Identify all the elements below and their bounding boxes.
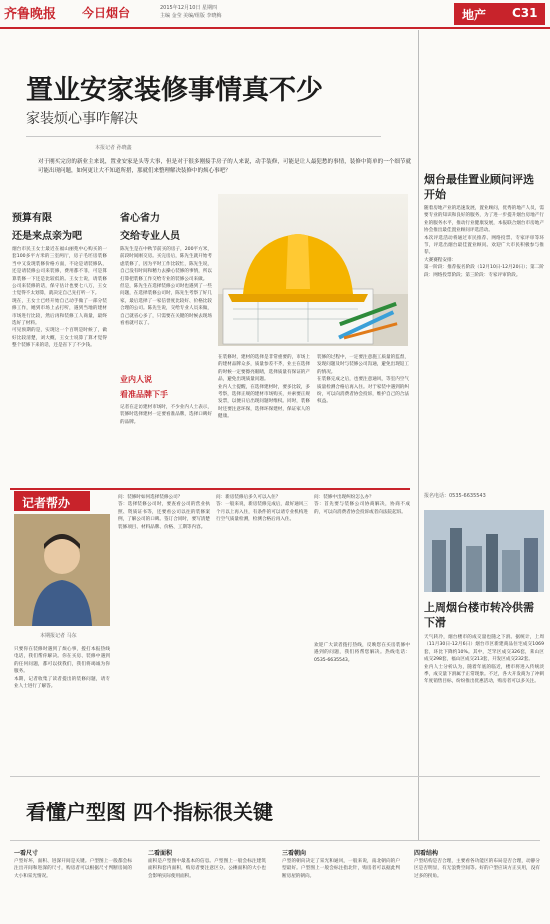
date-line: 2015年12月10日 星期四	[160, 5, 218, 11]
bottom-col4-body: 户型结构是否合理，主要看各功能区的布局是否合理，动静分区是否明显，有无浪费空间等。好的户型应该方正实用，没有过多的拐角。	[414, 859, 540, 879]
ad-top-rule	[10, 488, 410, 490]
bottom-col3-heading: 三看朝向	[282, 850, 307, 857]
bottom-title-rule	[10, 840, 540, 841]
section-name: 地产	[462, 8, 487, 22]
col2-subheading: 交给专业人员	[120, 231, 180, 242]
bottom-col4-heading: 四看结构	[414, 850, 439, 857]
col3-body: 在装修时，建材的选择是非常重要的，市场上的建材品牌众多，质量参差不齐，业主在选择的时候一定要擦亮眼睛，选择质量有保证的产品，避免出现质量问题。 业内人士提醒，在选择建材时，要多比较，多考察，选择正规的建材市场购买，并索要正规发票，以便日后出现问题时维权。同时，装修时还要注意环保，选择环保建材，保证家人的健康。	[218, 355, 310, 420]
bottom-col2-body: 面积是户型图中最基本的信息。户型图上一般会标注建筑面积和套内面积，购房者要注意区分。公摊面积的大小也会影响实际使用面积。	[148, 859, 266, 879]
page-header	[0, 0, 550, 27]
sidebar-heading-1: 烟台最佳置业顾问评选开始	[424, 173, 534, 201]
ad-body-5: 欢迎广大读者拨打热线，反映您在买房装修中遇到的问题，我们将帮您解决。热线电话：0535-6635543。	[314, 643, 410, 663]
logo-text: 齐鲁晚报	[4, 7, 57, 22]
sidebar-heading-2: 上周烟台楼市转冷供需下滑	[424, 601, 534, 629]
ad-tag: 记者帮办	[22, 496, 71, 510]
ad-body-2: 问：装修时如何选择装修公司？ 答：选择装修公司时，要查看公司的营业执照、资质证书等，还要看公司以往的装修案例，了解公司的口碑。签订合同时，要写清楚装修项目、材料品牌、价格、工期等内容。	[118, 495, 210, 530]
bottom-col2-heading: 二看面积	[148, 850, 173, 857]
sidebar-body-1: 随着房地产业的迅速发展，置业顾问，优秀的地产人员，需要专业的知识和良好的服务，为了进一步提升烟台房地产行业的服务水平，推动行业健康发展，本报联合烟台市房地产协会推出最佳置业顾问评选活动。 本次评选活动将通过市民推荐、网络投票、专家评审等环节，评选出烟台最佳置业顾问。欢迎广大市民积极参与推荐。 大赛赛程安排： 第一阶段：推荐报名阶段（12月10日-12月20日）；第二阶段：网络投票阶段；第三阶段：专家评审阶段。	[424, 206, 544, 278]
city-photo	[424, 510, 544, 592]
bottom-col1-body: 户型好坏，面积、进深开间是关键。户型图上一般都会标注出开间和进深的尺寸，购房者可以根据尺寸判断房间的大小和采光情况。	[14, 859, 132, 879]
edition-name: 今日烟台	[82, 6, 131, 20]
photo-caption: 本期报记者 马东	[40, 633, 77, 639]
main-title: 置业安家装修事情真不少	[26, 75, 323, 106]
sidebar-footer-1: 报名电话：0535-6635543	[424, 493, 486, 499]
bottom-col3-body: 户型的朝向决定了采光和通风，一般来说，南北朝向的户型最好。户型图上一般会标注指北针，购房者可以据此判断房屋的朝向。	[282, 859, 400, 879]
col2-body: 陈先生是在中秋节前买的房子，200平方米，前段时间刚交房。买完房后，陈先生就开始考虑装修了，因为平时工作比较忙，陈先生说，自己没有时间和精力去操心装修的事情，所以打算把装修工作交给专业的装修公司来做。 但是，陈先生在选择装修公司时也遇到了一些问题，在选择装修公司时，陈先生考察了好几家，最后选择了一家信誉度比较好、价格比较合理的公司。陈先生说，交给专业人员来做，自己就省心多了，只需要在关键的时候去现场看看就可以了。	[120, 247, 212, 327]
bottom-col1-heading: 一看尺寸	[14, 850, 39, 857]
hard-hat	[228, 234, 368, 302]
ad-body-3: 问：新房装修后多久可以入住？ 答：一般来说，新房装修完成后，最好通风三个月以上再入住，有条件的可以请专业机构进行空气质量检测，检测合格后再入住。	[216, 495, 308, 523]
title-rule	[26, 136, 381, 137]
col1-heading: 预算有限	[12, 213, 52, 224]
ad-body-1: 只要你在装修时遇到了烦心事，拨打本报热线电话，我们帮你解决。你在买房、装修中遇到的任何问题，都可以找我们，我们将竭诚为你服务。 本期，记者收集了读者提出的装修问题，请专业人士进行了解答。	[14, 647, 110, 690]
city-skyline	[424, 510, 544, 592]
ad-tag-box	[14, 491, 90, 511]
editor-line: 主编 金莹 美编/组版 李晓梅	[160, 13, 222, 19]
ad-body-4: 问：装修中出现纠纷怎么办？ 答：首先要与装修公司协商解决，协商不成的，可以向消费者协会投诉或者向法院起诉。	[314, 495, 410, 515]
col1-subheading: 还是来点亲为吧	[12, 231, 82, 242]
col4-body: 装修的过程中，一定要注意施工质量的监督，发现问题及时与装修公司沟通，避免出现返工的情况。 在装修完成之后，也要注意通风，等室内空气质量检测合格后再入住。对于家装中遇到的纠纷，可以向消费者协会投诉，维护自己的合法权益。	[317, 355, 409, 405]
bottom-title: 看懂户型图 四个指标很关键	[26, 800, 273, 824]
newspaper-logo	[4, 3, 80, 23]
main-subtitle: 家装烦心事咋解决	[26, 111, 138, 127]
bottom-top-rule	[10, 776, 540, 777]
byline: 本报记者 孙晓鑫	[95, 145, 132, 151]
helmet-photo	[218, 194, 408, 346]
section-box	[454, 3, 545, 25]
helmet-illustration	[218, 194, 408, 346]
header-rule	[0, 27, 550, 29]
sidebar-body-2: 天气转冷，烟台楼市的成交量也随之下滑。据统计，上周（11月30日-12月6日）烟台市区新建商品住宅成交1069套，环比下降约10%。其中，芝罘区成交326套，莱山区成交298套，福山区成交213套，开发区成交232套。 业内人士分析认为，随着年底的临近，楼市将进入传统淡季，成交量下滑属于正常现象。不过，各大开发商为了冲刺年度销售目标，纷纷推出优惠活动，购房者可以多关注。	[424, 635, 544, 685]
lead-paragraph: 对于刚买完房的新业主来说，置业安家是头等大事，但是对于很多刚接手房子的人来说，动手装修，可能是让人最犯愁的事情，装修中简单的一个细节就可能出现问题，如何更让大不知道所措，那就们来整理解决装修中的烦心事吧？	[38, 159, 411, 174]
reporter-photo	[14, 514, 110, 626]
person-illustration	[14, 514, 110, 626]
page-number: C31	[512, 6, 538, 20]
sidebar-divider	[418, 30, 419, 840]
col2-subheading-2: 业内人说	[120, 375, 152, 384]
col2-body-2: 记者在走访建材市场时，不少业内人士表示，装修时选择建材一定要看准品牌，选择口碑好的品牌。	[120, 405, 212, 425]
col1-body: 烟台市民王女士最近在福山丽苑中心购买的一套100多平方米的三室两厅，房子毛坯房装修当中又发现装修价格方面，不论是请装修队，还是请装修公司来装修，费用都不菲，可是算算装修一下还是比较低的。王女士说，请装修公司来装修的话，保守估计也要七八万，王女士觉得不太划算，就决定自己先打听一下。 现在，王女士已经开始自己动手做了一部分装修工作，她到市场上去打听，遇到当地的建材市场进行比较，然后再和装修工人商量，最终选好了材料。 可见预期的是，实现这一个百明是时候了，做好比较清楚，刘大概，王女士说算了算才觉得整个装修下来的话，还是省下了不少钱。	[12, 247, 107, 349]
col2-heading: 省心省力	[120, 213, 160, 224]
col2-subheading-3: 看准品牌下手	[120, 390, 168, 399]
